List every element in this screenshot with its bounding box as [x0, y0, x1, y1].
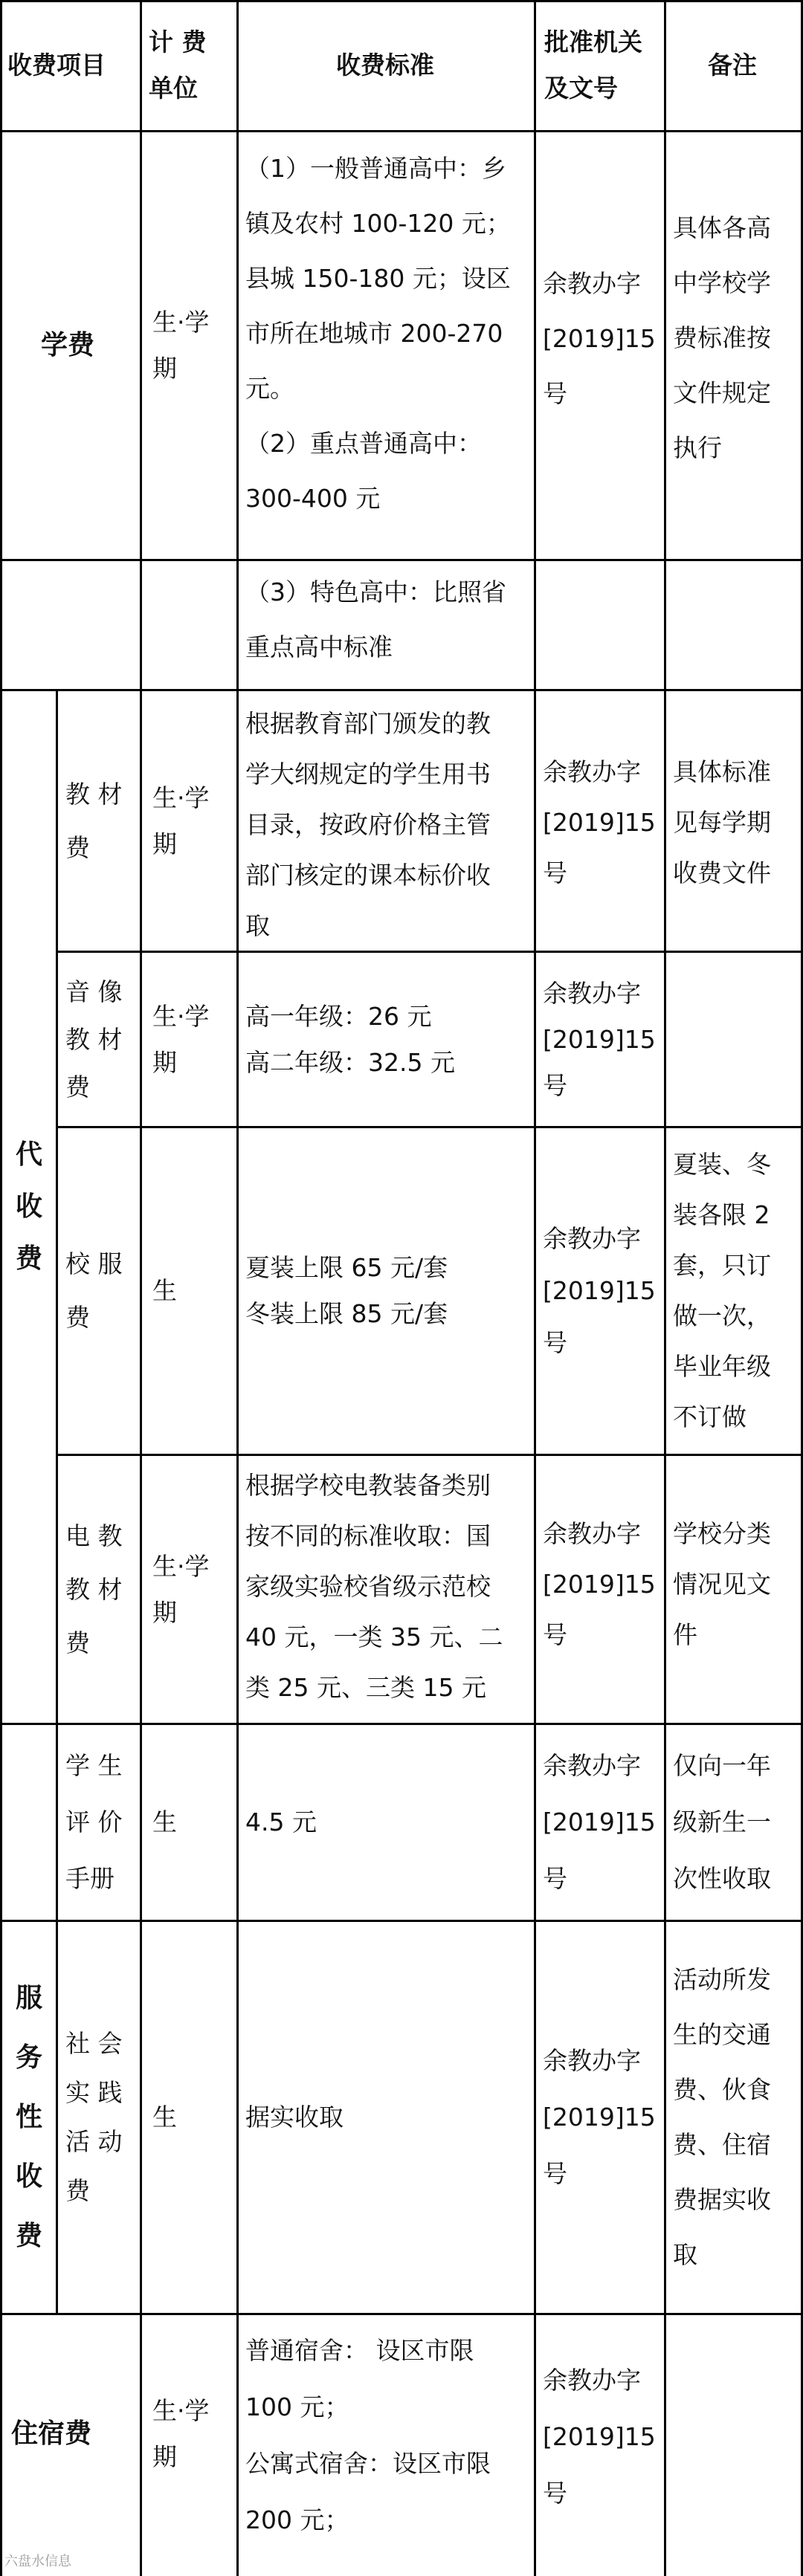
agency-fee-group: 代 收 费 — [15, 1139, 42, 1274]
practice-doc: 余教办字 [2019]15 号 — [543, 2046, 656, 2188]
row-divider — [0, 559, 803, 561]
e-textbook-unit: 生·学 期 — [152, 1551, 210, 1627]
textbook-name: 教 材 费 — [65, 779, 123, 862]
e-textbook-doc: 余教办字 [2019]15 号 — [543, 1519, 656, 1649]
uniform-standard: 夏装上限 65 元/套 冬装上限 85 元/套 — [245, 1253, 448, 1328]
av-textbook-unit: 生·学 期 — [152, 1001, 210, 1077]
handbook-name: 学 生 评 价 手册 — [65, 1751, 123, 1893]
header-standard: 收费标准 — [336, 50, 434, 80]
av-textbook-name: 音 像 教 材 费 — [65, 977, 123, 1101]
col-divider — [664, 0, 666, 2576]
textbook-unit: 生·学 期 — [152, 783, 210, 858]
tuition-unit: 生·学 期 — [152, 308, 210, 383]
tuition-doc: 余教办字 [2019]15 号 — [543, 269, 656, 408]
textbook-remark: 具体标准 见每学期 收费文件 — [673, 757, 771, 887]
practice-name: 社 会 实 践 活 动 费 — [65, 2029, 123, 2205]
service-fee-group: 服 务 性 收 费 — [15, 1983, 42, 2251]
practice-remark: 活动所发 生的交通 费、伙食 费、住宿 费据实收 取 — [673, 1965, 771, 2269]
watermark: 六盘水信息 — [4, 2554, 71, 2569]
handbook-unit: 生 — [152, 1808, 177, 1836]
av-textbook-doc: 余教办字 [2019]15 号 — [543, 978, 656, 1100]
col-divider — [140, 0, 142, 2576]
col-divider — [56, 689, 58, 2313]
uniform-doc: 余教办字 [2019]15 号 — [543, 1224, 656, 1357]
tuition-cont-standard: （3）特色高中：比照省 重点高中标准 — [245, 577, 506, 661]
uniform-name: 校 服 费 — [65, 1249, 123, 1332]
col-divider — [534, 0, 536, 2576]
dorm-doc: 余教办字 [2019]15 号 — [543, 2366, 656, 2508]
practice-unit: 生 — [152, 2103, 177, 2132]
av-textbook-standard: 高一年级：26 元 高二年级：32.5 元 — [245, 1001, 455, 1077]
col-divider — [236, 0, 239, 2576]
textbook-standard: 根据教育部门颁发的教 学大纲规定的学生用书 目录，按政府价格主管 部门核定的课本标价收 取 — [245, 709, 491, 940]
tuition-standard: （1）一般普通高中：乡 镇及农村 100-120 元； 县城 150-180 元；设区 市所在地城市 200-270 元。 （2）重点普通高中： 300-400 元 — [245, 154, 511, 513]
textbook-doc: 余教办字 [2019]15 号 — [543, 757, 656, 887]
tuition-remark: 具体各高 中学校学 费标准按 文件规定 执行 — [673, 213, 771, 462]
dorm-standard: 普通宿舍： 设区市限 100 元； 公寓式宿舍：设区市限 200 元； — [245, 2336, 491, 2534]
e-textbook-standard: 根据学校电教装备类别 按不同的标准收取：国 家级实验校省级示范校 40 元，一类 35 元、二 类 25 元、三类 15 元 — [245, 1471, 503, 1702]
practice-standard: 据实收取 — [245, 2103, 344, 2132]
header-item: 收费项目 — [7, 50, 106, 80]
tuition-name: 学费 — [41, 330, 95, 360]
uniform-remark: 夏装、冬 装各限 2 套，只订 做一次， 毕业年级 不订做 — [673, 1150, 771, 1431]
header-authority: 批准机关 及文号 — [544, 27, 642, 103]
e-textbook-remark: 学校分类 情况见文 件 — [673, 1519, 771, 1649]
dorm-unit: 生·学 期 — [152, 2396, 210, 2471]
uniform-unit: 生 — [152, 1276, 177, 1305]
handbook-remark: 仅向一年 级新生一 次性收取 — [673, 1751, 771, 1893]
e-textbook-name: 电 教 教 材 费 — [65, 1521, 123, 1657]
header-unit: 计 费 单位 — [149, 27, 207, 103]
dorm-name: 住宿费 — [11, 2418, 92, 2449]
handbook-standard: 4.5 元 — [245, 1808, 317, 1836]
handbook-doc: 余教办字 [2019]15 号 — [543, 1751, 656, 1893]
header-remark: 备注 — [708, 50, 757, 80]
